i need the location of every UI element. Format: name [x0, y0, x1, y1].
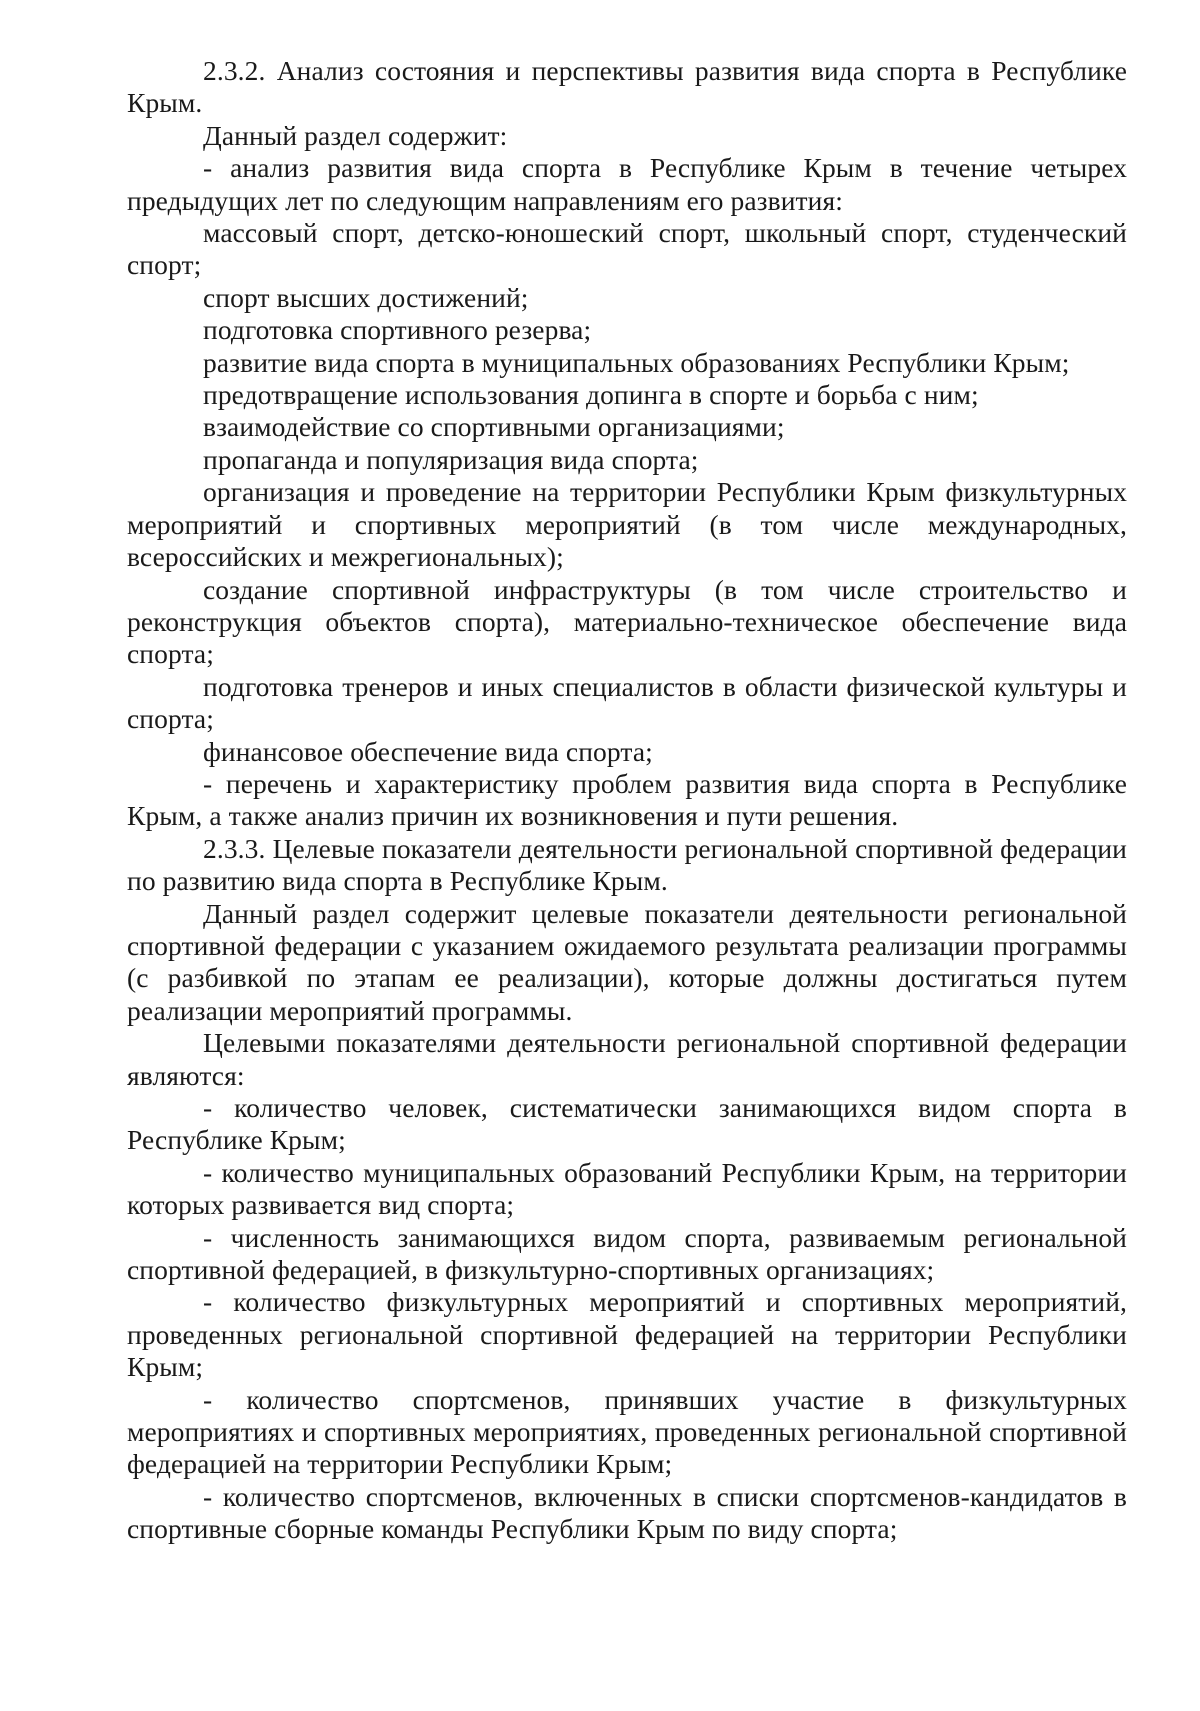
paragraph: Данный раздел содержит целевые показатели деятельности региональной спортивной федерации с указанием ожидаемого результата реализации программы (с разбивкой по этапам ее реализации), которые должны достигаться путем реализации мероприятий программы. — [127, 897, 1127, 1026]
list-item: подготовка тренеров и иных специалистов в области физической культуры и спорта; — [127, 670, 1127, 735]
list-item: массовый спорт, детско-юношеский спорт, школьный спорт, студенческий спорт; — [127, 217, 1127, 281]
list-item: - количество спортсменов, включенных в списки спортсменов-кандидатов в спортивные сборные команды Республики Крым по виду спорта; — [127, 1480, 1127, 1545]
list-item: предотвращение использования допинга в спорте и борьба с ним; — [203, 379, 979, 411]
section-heading-2-3-2: 2.3.2. Анализ состояния и перспективы развития вида спорта в Республике Крым. — [127, 55, 1127, 119]
paragraph: Данный раздел содержит: — [203, 119, 508, 151]
list-item: - анализ развития вида спорта в Республике Крым в течение четырех предыдущих лет по следующим направлениям его развития: — [127, 152, 1127, 216]
list-item: - количество муниципальных образований Республики Крым, на территории которых развивается вид спорта; — [127, 1156, 1127, 1221]
list-item: - численность занимающихся видом спорта, развиваемым региональной спортивной федерацией, в физкультурно-спортивных организациях; — [127, 1221, 1127, 1286]
list-item: пропаганда и популяризация вида спорта; — [203, 443, 699, 475]
list-item: подготовка спортивного резерва; — [203, 314, 592, 346]
list-item: взаимодействие со спортивными организациями; — [203, 411, 785, 443]
list-item: спорт высших достижений; — [203, 281, 529, 313]
list-item: организация и проведение на территории Республики Крым физкультурных мероприятий и спортивных мероприятий (в том числе международных, всероссийских и межрегиональных); — [127, 476, 1127, 573]
section-heading-2-3-3: 2.3.3. Целевые показатели деятельности региональной спортивной федерации по развитию вида спорта в Республике Крым. — [127, 832, 1127, 897]
list-item: - количество человек, систематически занимающихся видом спорта в Республике Крым; — [127, 1092, 1127, 1156]
list-item: создание спортивной инфраструктуры (в том числе строительство и реконструкция объектов спорта), материально-техническое обеспечение вида спорта; — [127, 573, 1127, 670]
list-item: развитие вида спорта в муниципальных образованиях Республики Крым; — [203, 346, 1070, 378]
paragraph: Целевыми показателями деятельности региональной спортивной федерации являются: — [127, 1027, 1127, 1091]
list-item: - количество спортсменов, принявших участие в физкультурных мероприятиях и спортивных мероприятиях, проведенных региональной спортивной федерацией на территории Республики Крым; — [127, 1383, 1127, 1480]
list-item: финансовое обеспечение вида спорта; — [203, 735, 653, 767]
document-body — [127, 55, 1127, 1546]
list-item: - количество физкультурных мероприятий и спортивных мероприятий, проведенных региональной спортивной федерацией на территории Республики Крым; — [127, 1286, 1127, 1383]
list-item: - перечень и характеристику проблем развития вида спорта в Республике Крым, а также анализ причин их возникновения и пути решения. — [127, 767, 1127, 832]
